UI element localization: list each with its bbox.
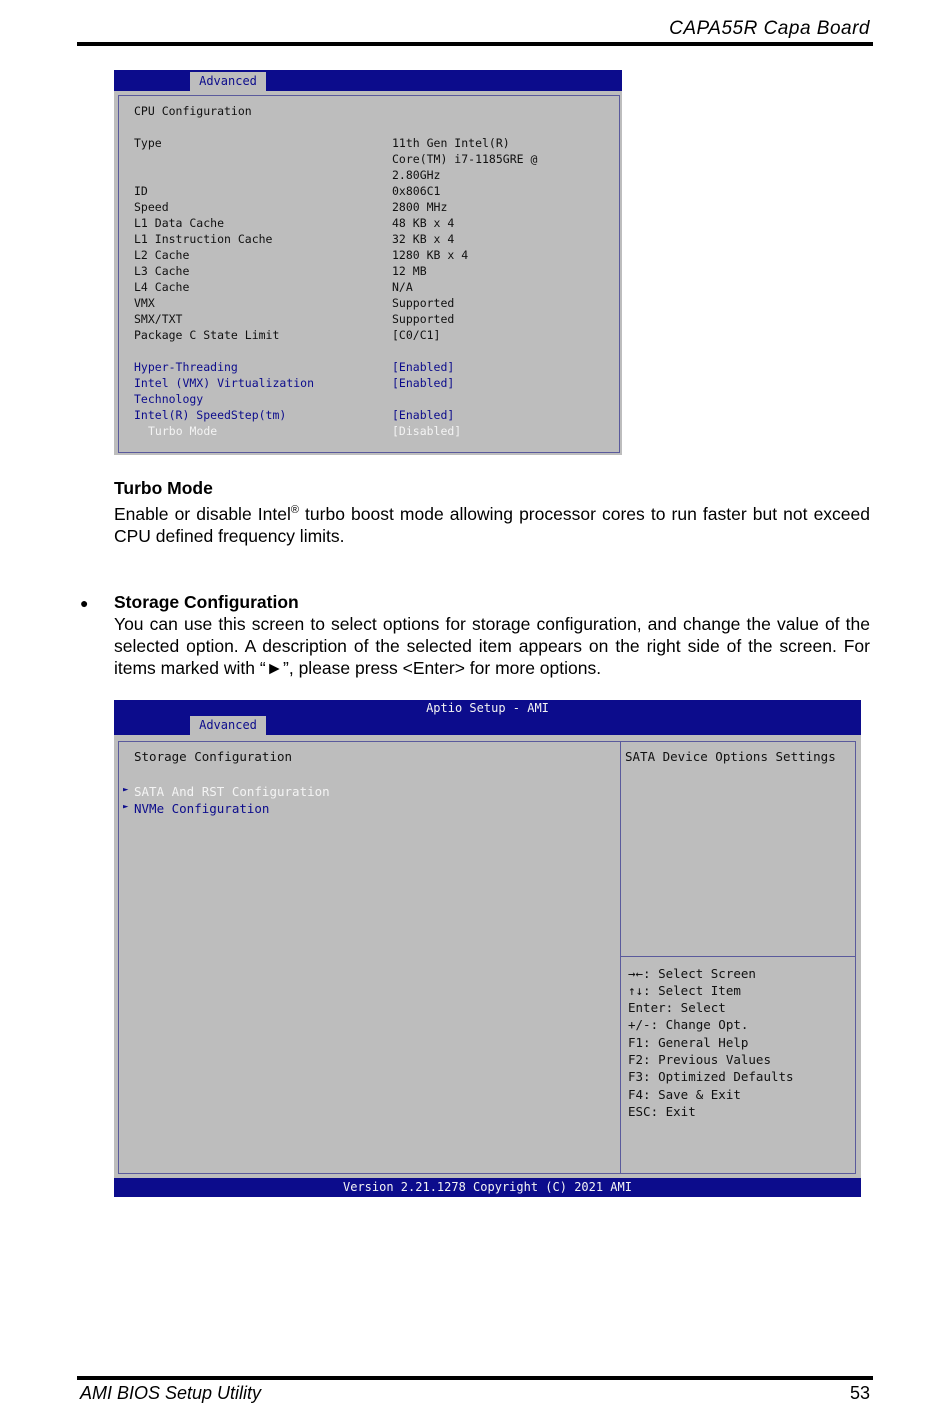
info-label: L1 Instruction Cache [134,232,273,246]
key-hint: +/-: Change Opt. [628,1017,749,1032]
turbo-text-part: Enable or disable Intel [114,503,291,524]
help-divider [621,956,856,957]
key-hint: Enter: Select [628,1000,726,1015]
key-hint: ESC: Exit [628,1104,696,1119]
option-value[interactable]: [Enabled] [392,376,455,390]
submenu-arrow-icon: ► [123,802,129,812]
tab-advanced[interactable]: Advanced [190,716,266,735]
turbo-text-part: turbo boost mode allowing processor cores to run faster but not exceed CPU defined frequency limits. [114,503,871,546]
info-value: [C0/C1] [392,328,441,342]
panel-divider [620,741,621,1174]
info-value: 1280 KB x 4 [392,248,469,262]
registered-mark: ® [290,504,299,516]
info-label: L4 Cache [134,280,190,294]
key-hint: ↑↓: Select Item [628,983,741,998]
info-label: L1 Data Cache [134,216,225,230]
bios-screenshot-cpu-configuration [114,70,622,455]
info-value: N/A [392,280,413,294]
info-value: 48 KB x 4 [392,216,455,230]
header-rule [77,42,873,46]
page-header-title: CAPA55R Capa Board [669,18,870,39]
info-label: Package C State Limit [134,328,280,342]
storage-configuration-heading: Storage Configuration [114,592,299,612]
key-hint: F4: Save & Exit [628,1087,741,1102]
storage-configuration-description: You can use this screen to select options for storage configuration, and change the value of the selected option. A description of the selected item appears on the right side of the screen. For items marked with “►”, please press <Enter> for more options. [114,614,870,678]
footer-rule [77,1376,873,1380]
key-hint: →←: Select Screen [628,966,756,981]
info-value: 0x806C1 [392,184,441,198]
info-label: Type [134,136,162,150]
info-value: 2.80GHz [392,168,441,182]
bullet-icon: ● [80,595,89,611]
submenu-arrow-icon: ► [123,785,129,795]
option-speedstep[interactable]: Intel(R) SpeedStep(tm) [134,408,287,422]
info-label: L3 Cache [134,264,190,278]
info-label: Speed [134,200,169,214]
option-vmx-virtualization[interactable]: Intel (VMX) Virtualization [134,376,315,390]
option-value[interactable]: [Disabled] [392,424,462,438]
turbo-mode-description [114,499,870,547]
bios-version-bar: Version 2.21.1278 Copyright (C) 2021 AMI [114,1178,861,1197]
footer-title: AMI BIOS Setup Utility [80,1383,262,1403]
key-hint: F1: General Help [628,1035,749,1050]
option-vmx-virtualization-cont[interactable]: Technology [134,392,204,406]
info-label: ID [134,184,148,198]
info-value: 32 KB x 4 [392,232,455,246]
info-label: VMX [134,296,155,310]
option-turbo-mode[interactable]: Turbo Mode [148,424,218,438]
info-label: L2 Cache [134,248,190,262]
info-value: 12 MB [392,264,427,278]
option-value[interactable]: [Enabled] [392,360,455,374]
bios-app-title: Aptio Setup - AMI [426,701,549,715]
key-hint: F3: Optimized Defaults [628,1069,794,1084]
menu-item-nvme-configuration[interactable]: NVMe Configuration [134,801,270,816]
turbo-mode-heading: Turbo Mode [114,478,213,498]
bios-screenshot-storage-configuration [114,700,861,1197]
page-number: 53 [849,1383,870,1403]
tab-advanced[interactable]: Advanced [190,72,266,91]
info-value: 2800 MHz [392,200,448,214]
menu-item-sata-rst-configuration[interactable]: SATA And RST Configuration [134,784,330,799]
info-value: Supported [392,312,455,326]
info-value: 11th Gen Intel(R) [392,136,510,150]
section-title: Storage Configuration [134,749,293,764]
key-hint: F2: Previous Values [628,1052,771,1067]
option-hyper-threading[interactable]: Hyper-Threading [134,360,238,374]
option-value[interactable]: [Enabled] [392,408,455,422]
info-value: Core(TM) i7-1185GRE @ [392,152,538,166]
info-value: Supported [392,296,455,310]
info-label: SMX/TXT [134,312,183,326]
help-text: SATA Device Options Settings [625,749,836,764]
section-title: CPU Configuration [134,104,252,118]
